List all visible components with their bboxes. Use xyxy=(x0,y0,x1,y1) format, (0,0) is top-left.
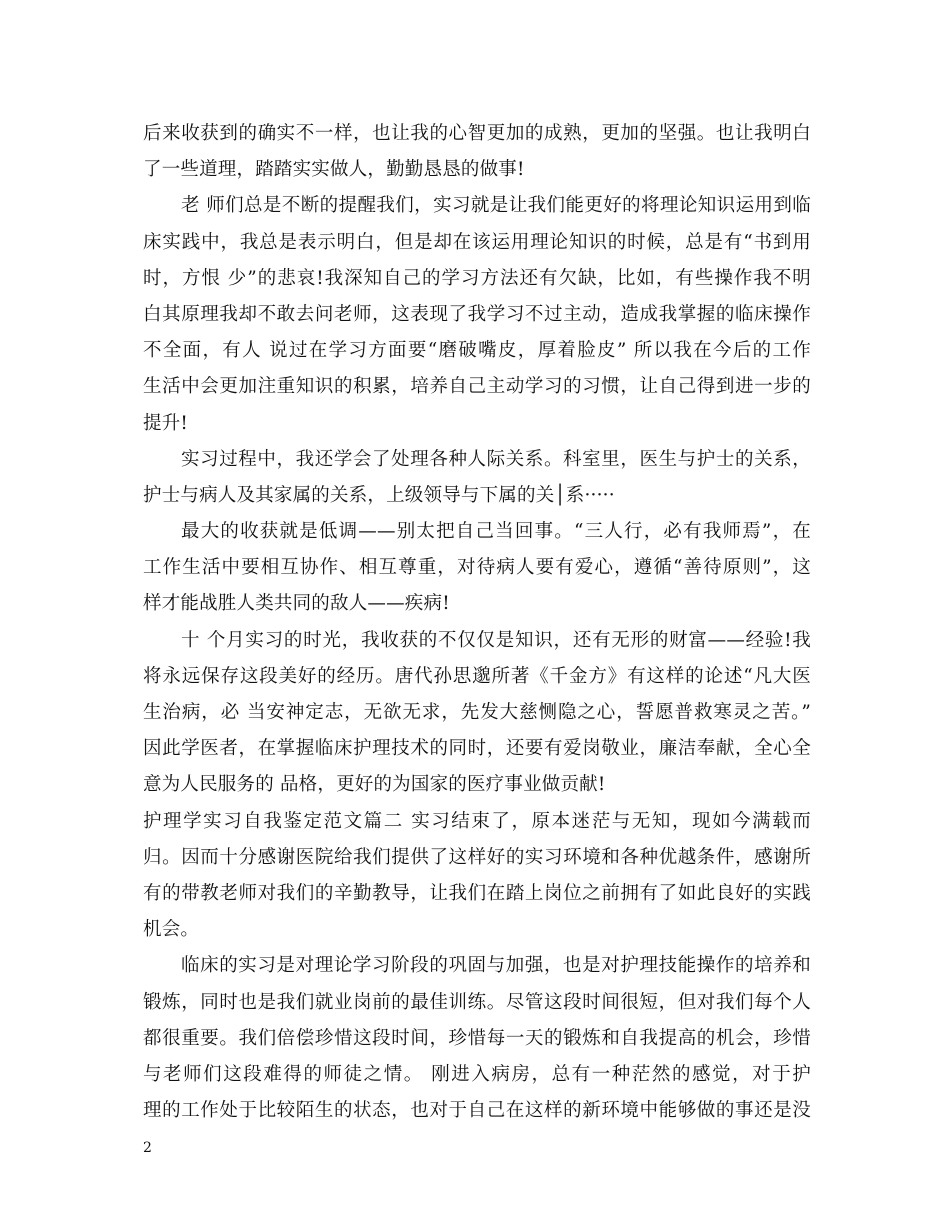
text-line: 生治病，必 当安神定志，无欲无求，先发大慈恻隐之心，誓愿普救寒灵之苦。” xyxy=(143,702,811,723)
text-line: 护士与病人及其家属的关系，上级领导与下属的关│系····· xyxy=(143,484,615,506)
document-body xyxy=(143,116,811,1129)
text-line: 老 师们总是不断的提醒我们，实习就是让我们能更好的将理论知识运用到临 xyxy=(181,195,811,217)
text-line: 样才能战胜人类共同的敌人——疾病! xyxy=(143,593,450,615)
text-line: 不全面，有人 说过在学习方面要“磨破嘴皮，厚着脸皮” 所以我在今后的工作 xyxy=(143,340,811,362)
text-line: 意为人民服务的 品格，更好的为国家的医疗事业做贡献! xyxy=(143,774,606,796)
text-line: 临床的实习是对理论学习阶段的巩固与加强，也是对护理技能操作的培养和 xyxy=(181,955,811,977)
text-line: 理的工作处于比较陌生的状态，也对于自己在这样的新环境中能够做的事还是没 xyxy=(143,1100,811,1122)
text-line: 十 个月实习的时光，我收获的不仅仅是知识，还有无形的财富——经验!我 xyxy=(181,629,811,651)
text-line: 最大的收获就是低调——别太把自己当回事。“三人行，必有我师焉”，在 xyxy=(181,521,811,543)
page-number: 2 xyxy=(143,1140,152,1156)
text-line: 将永远保存这段美好的经历。唐代孙思邈所著《千金方》有这样的论述“凡大医 xyxy=(143,665,811,687)
text-line: 实习过程中，我还学会了处理各种人际关系。科室里，医生与护士的关系， xyxy=(181,448,811,470)
text-line: 工作生活中要相互协作、相互尊重，对待病人要有爱心，遵循“善待原则”，这 xyxy=(143,557,811,579)
text-line: 床实践中，我总是表示明白，但是却在该运用理论知识的时候，总是有“书到用 xyxy=(143,231,811,253)
text-line: 护理学实习自我鉴定范文篇二 实习结束了，原本迷茫与无知，现如今满载而 xyxy=(143,810,811,832)
text-line: 有的带教老师对我们的辛勤教导，让我们在踏上岗位之前拥有了如此良好的实践 xyxy=(143,882,811,904)
text-line: 生活中会更加注重知识的积累，培养自己主动学习的习惯，让自己得到进一步的 xyxy=(143,376,811,398)
text-line: 归。因而十分感谢医院给我们提供了这样好的实习环境和各种优越条件，感谢所 xyxy=(143,846,811,868)
text-line: 白其原理我却不敢去问老师，这表现了我学习不过主动，造成我掌握的临床操作 xyxy=(143,303,811,325)
text-line: 锻炼，同时也是我们就业岗前的最佳训练。尽管这段时间很短，但对我们每个人 xyxy=(143,991,811,1013)
text-line: 后来收获到的确实不一样，也让我的心智更加的成熟，更加的坚强。也让我明白 xyxy=(143,123,811,144)
text-line: 了一些道理，踏踏实实做人，勤勤恳恳的做事! xyxy=(143,159,525,181)
text-line: 与老师们这段难得的师徒之情。 刚进入病房，总有一种茫然的感觉，对于护 xyxy=(143,1063,811,1085)
text-line: 提升! xyxy=(143,412,189,434)
text-line: 因此学医者，在掌握临床护理技术的同时，还要有爱岗敬业，廉洁奉献，全心全 xyxy=(143,738,811,760)
text-line: 时，方恨 少”的悲哀!我深知自己的学习方法还有欠缺，比如，有些操作我不明 xyxy=(143,267,811,289)
text-line: 都很重要。我们倍偿珍惜这段时间，珍惜每一天的锻炼和自我提高的机会，珍惜 xyxy=(143,1027,811,1049)
text-line: 机会。 xyxy=(143,919,200,941)
